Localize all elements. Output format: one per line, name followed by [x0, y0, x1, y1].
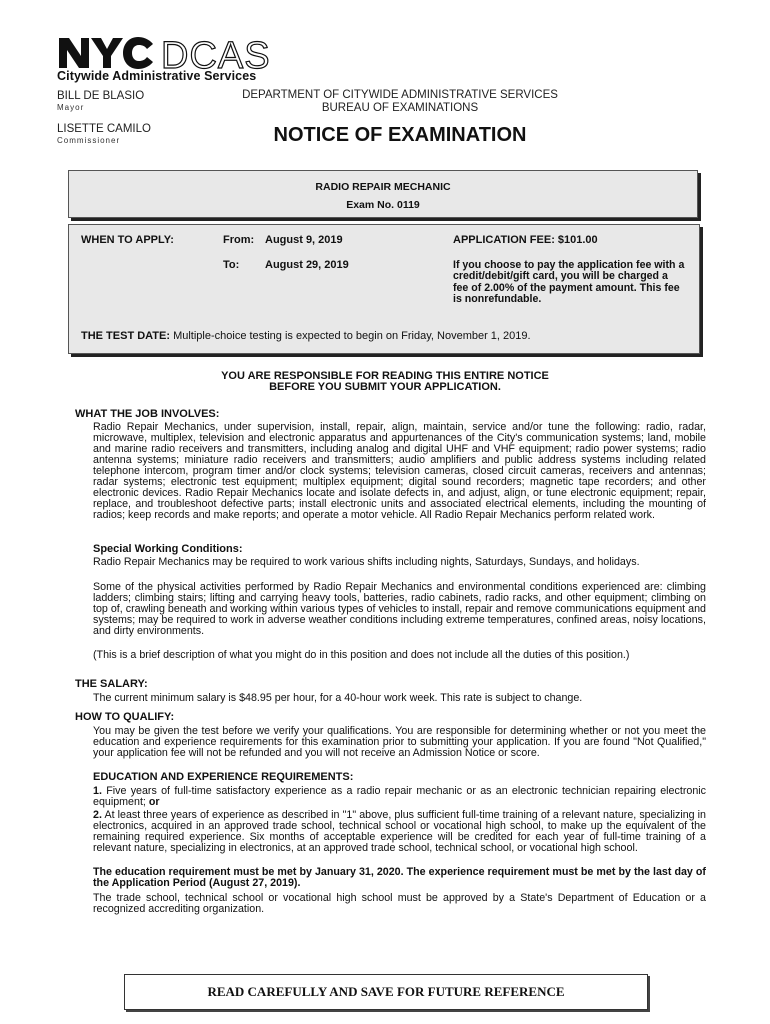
- test-date-label: THE TEST DATE:: [81, 330, 171, 342]
- special-conditions-text-2: Some of the physical activities performed by Radio Repair Mechanics and environmental conditions experienced are: climbing ladders; climbing stairs; lifting and carrying heavy tools, batteries, radio cabinets, radio racks, and other equipment; climbing on top of, crawling beneath and working within various types of vehicles to install, repair and remove communications equipment and systems; may be required to work in adverse weather conditions including extreme temperatures, confined areas, noisy locations, and dirty environments.: [93, 581, 706, 637]
- education-experience-heading: EDUCATION AND EXPERIENCE REQUIREMENTS:: [93, 771, 354, 783]
- commissioner-name: LISETTE CAMILO: [57, 123, 151, 135]
- mayor-title: Mayor: [57, 103, 85, 112]
- special-conditions-text-1: Radio Repair Mechanics may be required to work various shifts including nights, Saturdays, Sundays, and holidays.: [93, 556, 640, 568]
- fee-note: If you choose to pay the application fee with a credit/debit/gift card, you will be charged a fee of 2.00% of the payment amount. This fee is nonrefundable.: [453, 259, 685, 305]
- responsible-line-1: YOU ARE RESPONSIBLE FOR READING THIS ENTIRE NOTICE: [221, 370, 549, 382]
- footer-notice: READ CAREFULLY AND SAVE FOR FUTURE REFERENCE: [207, 984, 565, 999]
- when-to-apply-label: WHEN TO APPLY:: [81, 234, 174, 246]
- apply-info-box: [68, 224, 700, 354]
- page-title: NOTICE OF EXAMINATION: [273, 124, 527, 146]
- bureau-name: BUREAU OF EXAMINATIONS: [321, 102, 479, 114]
- requirement-2-number: 2.: [93, 809, 102, 821]
- nyc-logo-icon: [57, 36, 297, 72]
- application-fee: APPLICATION FEE: $101.00: [453, 234, 598, 246]
- requirement-deadline: The education requirement must be met by January 31, 2020. The experience requirement must be met by the last day of the Application Period (August 27, 2019).: [93, 866, 706, 889]
- requirement-1-or: or: [148, 796, 160, 808]
- job-description: Radio Repair Mechanics, under supervision, install, repair, align, maintain, service and/or tune the following: radio, radar, microwave, multiplex, television and electronic apparatus and appurtenances of the City's communication systems; land, mobile and marine radio receivers and transmitters, including analog and digital UHF and VHF equipment; radio power systems; radio antenna systems; miniature radio receivers and transmitters; audio amplifiers and public address systems including related telephone intercom, program timer and/or clock systems; television cameras, closed circuit cameras, receivers and antennas; radar systems; electronic test equipment; multiplex equipment; digital sound recorders; magnetic tape recorders; and other electronic devices. Radio Repair Mechanics locate and isolate defects in, and adjust, align, or tune electronic equipment; repair, replace, and troubleshoot defective parts; install electronic units and associated electrical elements, including the mounting of radios; keep records and make reports; and operate a motor vehicle. All Radio Repair Mechanics perform related work.: [93, 421, 706, 521]
- school-approval-text: The trade school, technical school or vocational high school must be approved by a State's Department of Education or a recognized accrediting organization.: [93, 892, 706, 915]
- requirement-2-text: At least three years of experience as described in "1" above, plus sufficient full-time training of a relevant nature, specializing in electronics, acquired in an approved trade school, technical school or vocational high school, to make up the equivalent of the remaining required experience. Six months of acceptable experience will be credited for each year of full-time training of a relevant nature, specializing in electronics, at an approved trade school, technical school, or vocational high school.: [93, 809, 706, 854]
- brief-description-note: (This is a brief description of what you might do in this position and does not include all the duties of this position.): [93, 649, 630, 661]
- commissioner-title: Commissioner: [57, 136, 121, 145]
- department-name: DEPARTMENT OF CITYWIDE ADMINISTRATIVE SERVICES: [242, 89, 558, 101]
- responsible-line-2: BEFORE YOU SUBMIT YOUR APPLICATION.: [269, 381, 501, 393]
- special-conditions-heading: Special Working Conditions:: [93, 543, 243, 555]
- salary-heading: THE SALARY:: [75, 678, 148, 690]
- from-date: August 9, 2019: [265, 234, 343, 246]
- to-date: August 29, 2019: [265, 259, 349, 271]
- qualify-text: You may be given the test before we verify your qualifications. You are responsible for determining whether or not you meet the education and experience requirements for this examination prior to submitting your application. If you are found "Not Qualified," your application fee will not be refunded and you will not receive an Admission Notice or score.: [93, 725, 706, 759]
- requirement-2: [93, 810, 706, 854]
- requirement-1-number: 1.: [93, 785, 102, 797]
- logo-subtitle: Citywide Administrative Services: [57, 69, 257, 83]
- job-heading: WHAT THE JOB INVOLVES:: [75, 408, 220, 420]
- qualify-heading: HOW TO QUALIFY:: [75, 711, 175, 723]
- from-label: From:: [223, 234, 255, 246]
- mayor-name: BILL DE BLASIO: [57, 90, 145, 102]
- test-date-text: Multiple-choice testing is expected to begin on Friday, November 1, 2019.: [173, 330, 531, 342]
- svg-text:DCAS: DCAS: [161, 36, 271, 72]
- requirement-1: [93, 786, 706, 808]
- test-date-line: [81, 330, 691, 342]
- salary-text: The current minimum salary is $48.95 per hour, for a 40-hour work week. This rate is subject to change.: [93, 692, 583, 704]
- to-label: To:: [223, 259, 240, 271]
- exam-number: Exam No. 0119: [346, 199, 420, 211]
- footer-notice-box: [124, 974, 648, 1010]
- requirement-1-text: Five years of full-time satisfactory experience as a radio repair mechanic or as an electronic technician repairing electronic equipment;: [93, 785, 706, 808]
- exam-name: RADIO REPAIR MECHANIC: [315, 181, 451, 193]
- exam-title-box: [68, 170, 698, 218]
